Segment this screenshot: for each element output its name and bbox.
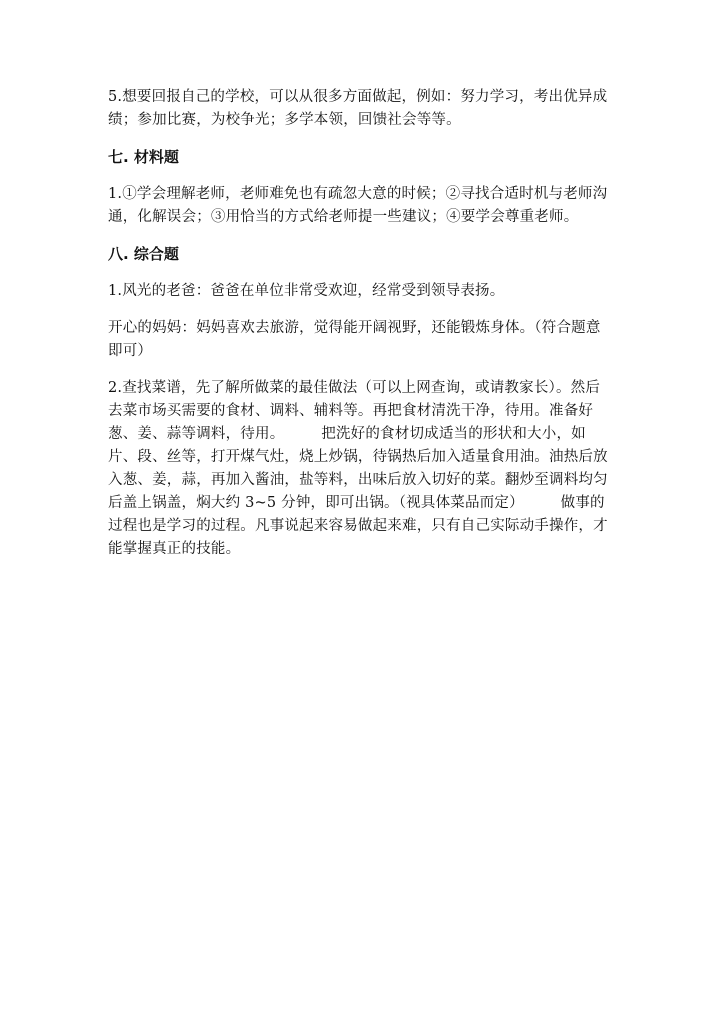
answer-comprehensive-q1 [108, 280, 612, 303]
section-heading-comprehensive: 八. 综合题 [108, 245, 179, 263]
text-line: 2.查找菜谱，先了解所做菜的最佳做法（可以上网查询，或请教家长）。然后 [108, 380, 601, 396]
text-line: 入葱、姜，蒜，再加入酱油，盐等料，出味后放入切好的菜。翻炒至调料均匀 [108, 472, 608, 488]
text-line: 片、段、丝等，打开煤气灶，烧上炒锅，待锅热后加入适量食用油。油热后放 [108, 449, 608, 465]
text-line: 能掌握真正的技能。 [108, 541, 241, 557]
text-line: 去菜市场买需要的食材、调料、辅料等。再把食材清洗干净，待用。准备好 [108, 403, 594, 419]
text-line: 1.风光的老爸：爸爸在单位非常受欢迎，经常受到领导表扬。 [108, 283, 505, 299]
text-line: 5.想要回报自己的学校，可以从很多方面做起，例如：努力学习，考出优异成 [108, 89, 608, 105]
text-line: 葱、姜、蒜等调料，待用。 把洗好的食材切成适当的形状和大小，如 [108, 426, 586, 442]
answer-material-q1 [108, 183, 612, 229]
text-line: 后盖上锅盖，焖大约 3~5 分钟，即可出锅。（视具体菜品而定） 做事的 [108, 495, 605, 511]
document-page [108, 86, 612, 575]
text-line: 即可） [108, 343, 153, 359]
answer-comprehensive-q2 [108, 377, 612, 561]
answer-q5 [108, 86, 612, 132]
text-line: 过程也是学习的过程。凡事说起来容易做起来难，只有自己实际动手操作，才 [108, 518, 608, 534]
section-heading-material: 七. 材料题 [108, 148, 179, 166]
text-line: 绩；参加比赛，为校争光；多学本领，回馈社会等等。 [108, 112, 461, 128]
text-line: 1.①学会理解老师，老师难免也有疏忽大意的时候；②寻找合适时机与老师沟 [108, 186, 608, 202]
answer-comprehensive-mom [108, 317, 612, 363]
text-line: 开心的妈妈：妈妈喜欢去旅游，觉得能开阔视野，还能锻炼身体。（符合题意 [108, 320, 601, 336]
text-line: 通，化解误会；③用恰当的方式给老师提一些建议；④要学会尊重老师。 [108, 209, 579, 225]
